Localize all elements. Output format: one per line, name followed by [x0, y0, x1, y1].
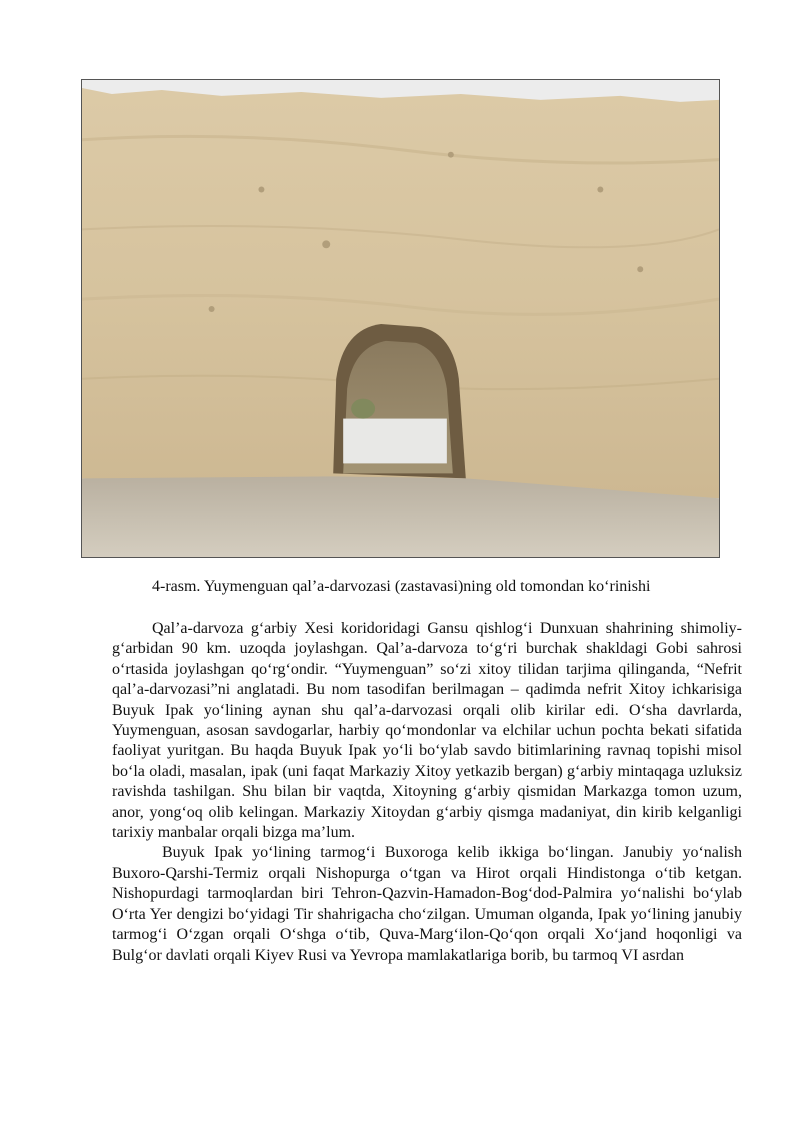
gate-opening-light: [343, 419, 447, 464]
paragraph-1: Qal’a-darvoza g‘arbiy Xesi koridoridagi Gansu qishlog‘i Dunxuan shahrining shimoliy-g‘arbidan 90 km. uzoqda joylashgan. Qal’a-darvoza to‘g‘ri burchak shakldagi Gobi sahrosi o‘rtasida joylashgan qo‘rg‘ondir. “Yuymenguan” so‘zi xitoy tilidan tarjima qilinganda, “Nefrit qal’a-darvozasi”ni anglatadi. Bu nom tasodifan berilmagan – qadimda nefrit Xitoy ichkarisiga Buyuk Ipak yo‘lining aynan shu qal’a-darvozasi orqali olib kirilar edi. O‘sha davrlarda, Yuymenguan, asosan savdogarlar, harbiy qo‘mondonlar va elchilar uchun pochta bekati sifatida faoliyat yuritgan. Bu haqda Buyuk Ipak yo‘li bo‘ylab savdo bitimlarining ravnaq topishi misol bo‘la oladi, masalan, ipak (uni faqat Markaziy Xitoy yetkazib bergan) g‘arbiy mintaqaga uzluksiz ravishda tashilgan. Shu bilan bir vaqtda, Xitoyning g‘arbiy qismidan Markazga tomon uzum, anor, yong‘oq olib kelingan. Markaziy Xitoydan g‘arbiy qismga madaniyat, din kirib kelganligi tarixiy manbalar orqali bizga ma’lum.: [112, 620, 742, 842]
paragraph-2: Buyuk Ipak yo‘lining tarmog‘i Buxoroga kelib ikkiga bo‘lingan. Janubiy yo‘nalish Buxoro-Qarshi-Termiz orqali Nishopurga o‘tgan va Hirot orqali Hindistonga o‘tib ketgan. Nishopurdagi tarmoqlardan biri Tehron-Qazvin-Hamadon-Bog‘dod-Palmira yo‘nalishi bo‘ylab O‘rta Yer dengizi bo‘yidagi Tir shahrigacha cho‘zilgan. Umuman olganda, Ipak yo‘lining janubiy tarmog‘i O‘zgan orqali O‘shga o‘tib, Quva-Marg‘ilon-Qo‘qon orqali Xo‘jand hoqonligi va Bulg‘or davlati orqali Kiyev Rusi va Yevropa mamlakatlariga borib, bu tarmoq VI asrdan: [112, 844, 742, 964]
fortress-gate-illustration: [82, 80, 719, 557]
figure-caption: 4-rasm. Yuymenguan qal’a-darvozasi (zastavasi)ning old tomondan ko‘rinishi: [152, 578, 651, 595]
fortress-gate-photo: [81, 79, 720, 558]
body-text: [112, 619, 742, 966]
